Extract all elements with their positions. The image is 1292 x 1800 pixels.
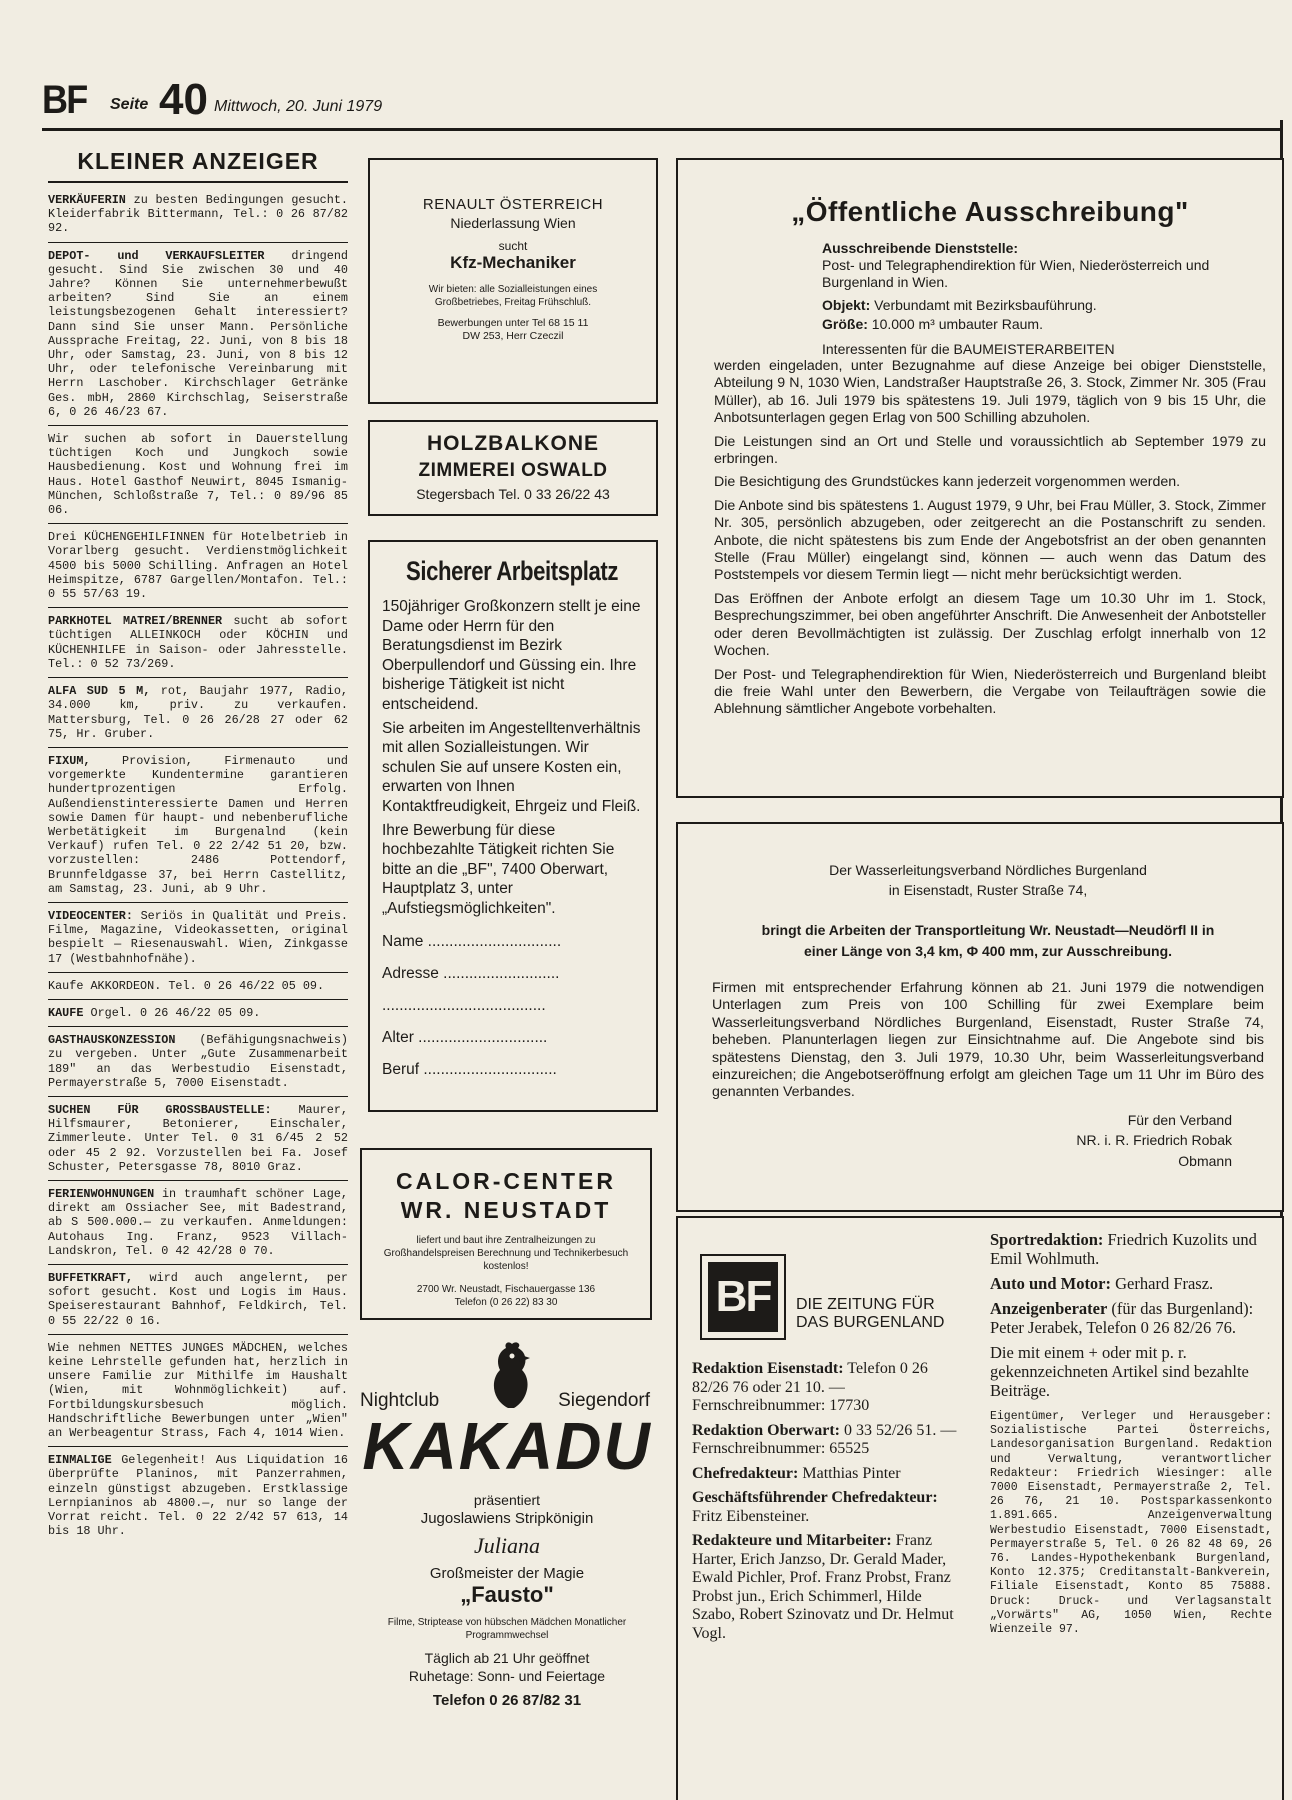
tender-authority <box>714 240 1266 291</box>
water-signature-name: NR. i. R. Friedrich Robak <box>1076 1132 1232 1149</box>
calor-address <box>362 1283 650 1309</box>
holz-title: HOLZBALKONE <box>427 432 599 455</box>
classified-ad-text: rot, Baujahr 1977, Radio, 34.000 km, priv. zu verkaufen. Mattersburg, Tel. 0 26 26/28 27 oder 62 75, Hr. Gruber. <box>48 684 349 741</box>
impressum-departments <box>990 1230 1272 1637</box>
impressum-entry-text: (für das Burgenland): Peter Jerabek, Telefon 0 26 82/26 76. <box>990 1299 1254 1337</box>
classified-ad <box>48 1027 348 1097</box>
classified-ad-text: Orgel. 0 26 46/22 05 09. <box>83 1005 261 1020</box>
tender-interessenten: Interessenten für die BAUMEISTERARBEITEN <box>822 341 1115 357</box>
classified-ad-text: dringend gesucht. Sind Sie zwischen 30 und 40 Jahre? Können Sie unternehmerbewußt arbeiten? Sind Sie an einem leistungsbezogenen Gehalt interessiert? Dann sind Sie unser Mann. Persönliche Aussprache Freitag, 22. Juni, von 8 bis 18 Uhr, oder Samstag, 23. Juni, von 8 bis 12 Uhr, oder telefonische Vereinbarung mit Herrn Laschober. Kirchschlager Getränke Ges. mbH, 2860 Kirchschlag, Seiserstraße 6, 0 26 46/23 67. <box>48 248 348 419</box>
calor-street: 2700 Wr. Neustadt, Fischauergasse 136 <box>416 1284 596 1295</box>
impressum-entry-text: Telefon 0 26 82/26 76 oder 21 10. — Fernschreibnummer: 17730 <box>692 1360 928 1414</box>
calor-title: CALOR-CENTER <box>396 1168 616 1194</box>
water-paragraph: Firmen mit entsprechender Erfahrung können ab 21. Juni 1979 die notwendigen Unterlagen zum Preis von 100 Schilling für zwei Exemplare beim Wasserleitungsverband Nördliches Burgenland, Eisenstadt, Ruster Straße 74, beheben. Planunterlagen liegen zur Einsichtnahme auf. Die Angebote sind bis spätestens Dienstag, den 3. Juli 1979, 10.30 Uhr, beim Wasserleitungsverband einzureichen; die Angebotseröffnung erfolgt am gleichen Tage um 11 Uhr im Büro des genannten Verbandes. <box>712 980 1264 1101</box>
classified-ad-text: Provision, Firmenauto und vorgemerkte Kundentermine garantieren hundertprozentigen Erfolg. Außendienstinteressierte Damen und Herren sowie Damen für haupt- und nebenberufliche Werbetätigkeit im Burgenalnd (kein Verkauf) rufen Tel. 0 22 2/42 51 20, bzw. vorzustellen: 2486 Pottendorf, Brunnfeldgasse 37, bei Herrn Castellitz, am Samstag, 23. Juni, ab 9 Uhr. <box>48 753 348 896</box>
renault-sucht: sucht <box>498 239 528 253</box>
impressum-entry-text: Franz Harter, Erich Janzso, Dr. Gerald Mader, Ewald Pichler, Prof. Franz Probst, Franz Probst jun., Erich Schimmerl, Hilde Szabo, Robert Szinovatz und Dr. Helmut Vogl. <box>692 1532 954 1642</box>
impressum-publisher: Eigentümer, Verleger und Herausgeber: Sozialistische Partei Österreichs, Landesorganisation Burgenland. Redaktion und Verwaltung, verantwortlicher Redakteur: Friedrich Wiesinger: alle 7000 Eisenstadt, Permayerstraße 2, Tel. 26 76, 21 10. Postsparkassenkonto 1.891.665. Anzeigenverwaltung Werbestudio Eisenstadt, 7000 Eisenstadt, Permayerstraße 5, Tel. 0 26 82 48 69, 26 76. Landes-Hypothekenbank Burgenland, Konto 12.375; Creditanstalt-Bankverein, Filiale Eisenstadt, Konto 85 75888. Druck: Druck- und Verlagsanstalt „Vorwärts" AG, 1050 Wien, Rechte Wienzeile 97. <box>990 1410 1272 1637</box>
kakadu-presents: präsentiert <box>473 1492 541 1508</box>
classified-ad <box>48 678 348 748</box>
tender-paragraph: werden eingeladen, unter Bezugnahme auf diese Anzeige bei obiger Dienststelle, Abteilung 9 N, 1030 Wien, Landstraßer Hauptstraße 26, 3. Stock, Zimmer Nr. 305 (Frau Müller), ab 16. Juli 1979 bis spätestens 19. Juli 1979, täglich von 9 bis 15 Uhr, die Anbotsunterlagen gegen Erlag von 500 Schilling abzuholen. <box>714 358 1266 427</box>
classified-ad-text: in traumhaft schöner Lage, direkt am Ossiacher See, mit Badestrand, ab S 500.000.— zu verkaufen. Anmeldungen: Autohaus Ing. Franz, 9523 Villach-Landskron, Tel. 0 42 42/28 0 70. <box>48 1186 348 1258</box>
classified-ad-lead: DEPOT- und VERKAUFSLEITER <box>48 248 265 263</box>
kakadu-star: Juliana <box>474 1533 540 1558</box>
renault-ad <box>368 158 658 404</box>
impressum-entry-text: Fritz Eibensteiner. <box>692 1507 810 1525</box>
classified-ad <box>48 1265 348 1335</box>
classified-ad-text: Gelegenheit! Aus Liquidation 16 überprüfte Planinos, mit Panzerrahmen, einzeln günstigst abzugeben. Erstklassige Lernpianinos ab 4800.—, nur so lange der Vorrat reicht. Tel. 0 22 2/42 57 613, 14 bis 18 Uhr. <box>48 1453 348 1539</box>
kakadu-line: Jugoslawiens Stripkönigin <box>420 1510 594 1527</box>
job-ad-paragraph: Ihre Bewerbung für diese hochbezahlte Tätigkeit richten Sie bitte an die „BF", 7400 Oberwart, Hauptplatz 3, unter „Aufstiegsmöglichkeiten". <box>382 821 615 917</box>
tender-notice <box>676 158 1284 798</box>
classified-ad-text: Wir suchen ab sofort in Dauerstellung tüchtigen Koch und Jungkoch sowie Hausbedienung. Kost und Wohnung frei im Haus. Hotel Gasthof Neuwirt, 8045 Ismanig-München, Schloßstraße 7, Tel.: 0 89/96 85 06. <box>48 432 348 518</box>
classifieds-column <box>48 148 348 1544</box>
masthead <box>42 75 1282 126</box>
holz-company: ZIMMEREI OSWALD <box>418 460 608 481</box>
impressum-entry <box>692 1465 966 1484</box>
classified-ad-text: Maurer, Hilfsmaurer, Betonierer, Einschaler, Zimmerleute. Unter Tel. 0 31 6/45 2 52 oder 45 2 92. Vorzustellen bei Fa. Josef Schuster, Petersgasse 78, 8010 Graz. <box>48 1102 348 1174</box>
form-field-adresse: Adresse ........................... <box>382 964 560 982</box>
tender-authority-text: Post- und Telegraphendirektion für Wien, Niederösterreich und Burgenland in Wien. <box>822 257 1210 290</box>
bf-logo: BF <box>42 78 87 122</box>
classified-ad <box>48 1097 348 1181</box>
impressum-logo-text: BF <box>708 1262 778 1332</box>
form-field-name: Name ............................... <box>382 932 562 950</box>
water-signature-line: Für den Verband <box>1127 1111 1232 1128</box>
renault-contact <box>370 317 656 343</box>
classified-ad-text: wird auch angelernt, per sofort gesucht. Kost und Logis im Haus. Speiserestaurant Bahnhof, Feldkirch, Tel. 0 55 22/22 0 16. <box>48 1271 348 1328</box>
water-signature-title: Obmann <box>1178 1152 1232 1169</box>
water-authority: Der Wasserleitungsverband Nördliches Burgenland <box>829 862 1147 878</box>
impressum-entry-label: Redakteure und Mitarbeiter: <box>692 1532 892 1549</box>
classified-ad <box>48 903 348 973</box>
classified-ad-lead: SUCHEN FÜR GROSSBAUSTELLE: <box>48 1102 272 1117</box>
water-signature <box>712 1110 1264 1172</box>
impressum-editorial <box>692 1360 966 1649</box>
classified-ad <box>48 1335 348 1447</box>
job-ad-paragraph: Sie arbeiten im Angestelltenverhältnis mit allen Sozialleistungen. Wir schulen Sie auf unsere Kosten ein, erwarten von Ihnen Kontaktfreudigkeit, Ehrgeiz und Fleiß. <box>382 719 641 815</box>
form-field-alter: Alter .............................. <box>382 1028 548 1046</box>
classified-ad <box>48 1447 348 1544</box>
tender-size <box>714 316 1266 333</box>
calor-center-ad <box>360 1148 652 1320</box>
impressum-entry <box>990 1299 1272 1337</box>
impressum-entry-label: Geschäftsführender Chefredakteur: <box>692 1489 938 1506</box>
classified-ad-lead: EINMALIGE <box>48 1453 112 1468</box>
renault-company: RENAULT ÖSTERREICH <box>422 196 604 213</box>
classifieds-list <box>48 187 348 1544</box>
form-field-beruf: Beruf ............................... <box>382 1060 557 1078</box>
classified-ad-text: Wie nehmen NETTES JUNGES MÄDCHEN, welches keine Lehrstelle gefunden hat, herzlich in unsere Familie zur Mithilfe im Haushalt (Wien, mit Wohnmöglichkeit) auf. Fortbildungskursbesuch möglich. Handschriftliche Bewerbungen unter „Wien" an Werbeagentur Strass, Fach 4, 1014 Wien. <box>48 1340 348 1441</box>
kakadu-magician: „Fausto" <box>460 1582 554 1607</box>
impressum-entry-label: Sportredaktion: <box>990 1230 1104 1249</box>
tender-paragraph: Die Besichtigung des Grundstückes kann jederzeit vorgenommen werden. <box>714 474 1181 491</box>
tender-object-text: Verbundamt mit Bezirksbauführung. <box>870 297 1097 313</box>
renault-position: Kfz-Mechaniker <box>450 253 576 272</box>
classified-ad-text: Drei KÜCHENGEHILFINNEN für Hotelbetrieb in Vorarlberg gesucht. Verdienstmöglichkeit 4500 bis 5000 Schilling. Anfragen an Hotel Heimspitze, 6787 Gargellen/Montafon. Tel.: 0 55 57/63 19. <box>48 530 348 602</box>
tender-title: „Öffentliche Ausschreibung" <box>791 196 1189 227</box>
impressum-entry <box>990 1274 1272 1293</box>
impressum-entry-text: 0 33 52/26 51. — Fernschreibnummer: 65525 <box>692 1421 957 1457</box>
classified-ad-lead: ALFA SUD 5 M, <box>48 684 151 699</box>
impressum-claim <box>796 1296 944 1332</box>
impressum-entry <box>692 1360 966 1416</box>
impressum-claim-line: DAS BURGENLAND <box>796 1314 945 1331</box>
water-subject: bringt die Arbeiten der Transportleitung Wr. Neustadt—Neudörfl II in <box>761 922 1215 938</box>
classified-ad <box>48 243 348 426</box>
page-number: 40 <box>159 75 208 124</box>
impressum-entry <box>990 1230 1272 1268</box>
calor-description: liefert und baut ihre Zentralheizungen zu Großhandelspreisen Berechnung und Technikerbesuch kostenlos! <box>383 1235 629 1272</box>
classified-ad <box>48 187 348 243</box>
impressum-entry-label: Chefredakteur: <box>692 1464 799 1482</box>
impressum-entry-label: Redaktion Eisenstadt: <box>692 1360 844 1377</box>
tender-object-label: Objekt: <box>822 297 871 313</box>
impressum-entry <box>692 1532 966 1643</box>
holz-contact: Stegersbach Tel. 0 33 26/22 43 <box>416 486 610 502</box>
classified-ad <box>48 1000 348 1027</box>
classified-ad <box>48 524 348 608</box>
classified-ad-text: Seriös in Qualität und Preis. Filme, Magazine, Videokassetten, original bespielt — Riesenauswahl. Wien, Zinkgasse 17 (Westbahnhofnähe). <box>48 908 348 966</box>
classified-ad-lead: GASTHAUSKONZESSION <box>48 1033 176 1048</box>
impressum-entry <box>692 1422 966 1459</box>
impressum-entry-text: Die mit einem + oder mit p. r. gekennzeichneten Artikel sind bezahlte Beiträge. <box>990 1343 1249 1400</box>
classified-ad-lead: FIXUM, <box>48 753 91 768</box>
impressum-entry-label: Anzeigenberater <box>990 1299 1108 1318</box>
tender-authority-label: Ausschreibende Dienststelle: <box>822 240 1019 256</box>
job-ad <box>368 540 658 1112</box>
impressum <box>676 1216 1284 1800</box>
impressum-entry-text: Gerhard Frasz. <box>1111 1274 1214 1293</box>
impressum-entry <box>692 1489 966 1526</box>
classified-ad <box>48 608 348 678</box>
classified-ad-lead: PARKHOTEL MATREI/BRENNER <box>48 614 223 629</box>
kakadu-nightclub: Nightclub <box>360 1390 440 1411</box>
classified-ad-lead: VERKÄUFERIN <box>48 193 126 207</box>
classified-ad-text: Kaufe AKKORDEON. Tel. 0 26 46/22 05 09. <box>48 978 325 993</box>
classified-ad <box>48 748 348 903</box>
classified-ad-text: sucht ab sofort tüchtigen ALLEINKOCH oder KÖCHIN und KÜCHENHILFE in Saison- oder Jahresstelle. Tel.: 0 52 73/269. <box>48 614 348 671</box>
impressum-entry <box>990 1343 1272 1400</box>
water-address: in Eisenstadt, Ruster Straße 74, <box>888 882 1088 898</box>
tender-paragraph: Die Anbote sind bis spätestens 1. August 1979, 9 Uhr, bei Frau Müller, 3. Stock, Zimmer Nr. 305, persönlich abzugeben, oder zeitgerecht an die Postanschrift zu senden. Anbote, die nicht spätestens bis zum Ende der Angebotsfrist an der oben genannten Stelle (Frau Müller) eingelangt sind, können — auch wenn das Datum des Poststempels vor diesem Termin liegt — nicht mehr berücksichtigt werden. <box>714 497 1266 584</box>
page-label: Seite <box>110 96 149 113</box>
kakadu-line: Großmeister der Magie <box>429 1565 585 1582</box>
classified-ad <box>48 973 348 1000</box>
impressum-entry-label: Redaktion Oberwart: <box>692 1421 840 1439</box>
tender-paragraph: Der Post- und Telegraphendirektion für Wien, Niederösterreich und Burgenland bleibt die freie Wahl unter den Bewerbern, die Vergabe von Teilaufträgen sowie die Ablehnung sämtlicher Angebote vorbehalten. <box>714 666 1266 718</box>
classified-ad-text: (Befähigungsnachweis) zu vergeben. Unter „Gute Zusammenarbeit 189" an das Werbestudio Eisenstadt, Permayerstraße 5, 7000 Eisenstadt. <box>48 1033 348 1090</box>
calor-phone: Telefon (0 26 22) 83 30 <box>454 1297 558 1308</box>
tender-paragraph: Das Eröffnen der Anbote erfolgt an diesem Tage um 10.30 Uhr im 1. Stock, Besprechungszimmer, bei oben angeführter Anschrift. Die Anwesenheit der Anbotsteller oder deren Bevollmächtigten ist zulässig. Der Zuschlag erfolgt innerhalb von 12 Wochen. <box>714 590 1266 660</box>
kakadu-hours: Täglich ab 21 Uhr geöffnet <box>424 1650 590 1666</box>
tender-size-text: 10.000 m³ umbauter Raum. <box>867 316 1043 332</box>
classified-ad-lead: BUFFETKRAFT, <box>48 1271 133 1285</box>
tender-object <box>714 297 1266 314</box>
kakadu-ad <box>354 1340 660 1775</box>
water-tender-notice <box>676 822 1284 1212</box>
kakadu-town: Siegendorf <box>558 1390 650 1411</box>
tender-size-label: Größe: <box>822 316 868 332</box>
classified-ad-lead: KAUFE <box>48 1005 84 1020</box>
renault-offer: Wir bieten: alle Sozialleistungen eines Großbetriebes, Freitag Frühschluß. <box>428 284 598 308</box>
calor-city: WR. NEUSTADT <box>400 1197 612 1223</box>
impressum-claim-line: DIE ZEITUNG FÜR <box>796 1296 935 1313</box>
classified-ad-lead: FERIENWOHNUNGEN <box>48 1186 155 1201</box>
kakadu-name: KAKADU <box>362 1408 652 1484</box>
classified-ad-text: zu besten Bedingungen gesucht. Kleiderfabrik Bittermann, Tel.: 0 26 87/82 92. <box>48 193 348 236</box>
holzbalkone-ad <box>368 420 658 516</box>
kakadu-closed: Ruhetage: Sonn- und Feiertage <box>408 1668 606 1684</box>
classified-ad-lead: VIDEOCENTER: <box>48 908 133 923</box>
rooster-illustration <box>482 1340 538 1410</box>
kakadu-phone: Telefon 0 26 87/82 31 <box>432 1692 582 1709</box>
renault-branch: Niederlassung Wien <box>450 215 576 231</box>
impressum-logo <box>700 1254 786 1340</box>
classifieds-title: KLEINER ANZEIGER <box>48 148 348 183</box>
classified-ad <box>48 426 348 524</box>
kakadu-program: Filme, Striptease von hübschen Mädchen Monatlicher Programmwechsel <box>387 1617 627 1641</box>
form-field-blank: ...................................... <box>382 996 546 1014</box>
job-ad-paragraph: 150jähriger Großkonzern stellt je eine Dame oder Herrn für den Beratungsdienst im Bezirk Oberpullendorf und Güssing ein. Ihre bisherige Tätigkeit ist nicht entscheidend. <box>382 598 641 713</box>
impressum-entry-text: Friedrich Kuzolits und Emil Wohlmuth. <box>990 1230 1257 1268</box>
impressum-entry-text: Matthias Pinter <box>798 1464 901 1482</box>
header-rule <box>42 128 1282 131</box>
classified-ad <box>48 1181 348 1265</box>
issue-date: Mittwoch, 20. Juni 1979 <box>214 98 383 115</box>
tender-paragraph: Die Leistungen sind an Ort und Stelle und voraussichtlich ab September 1979 zu erbringen. <box>714 433 1266 468</box>
renault-contact-person: DW 253, Herr Czeczil <box>462 330 564 342</box>
renault-contact-phone: Bewerbungen unter Tel 68 15 11 <box>437 317 589 329</box>
water-subject-detail: einer Länge von 3,4 km, Φ 400 mm, zur Ausschreibung. <box>803 943 1173 959</box>
impressum-entry-label: Auto und Motor: <box>990 1274 1112 1293</box>
job-ad-heading: Sicherer Arbeitsplatz <box>405 556 619 586</box>
